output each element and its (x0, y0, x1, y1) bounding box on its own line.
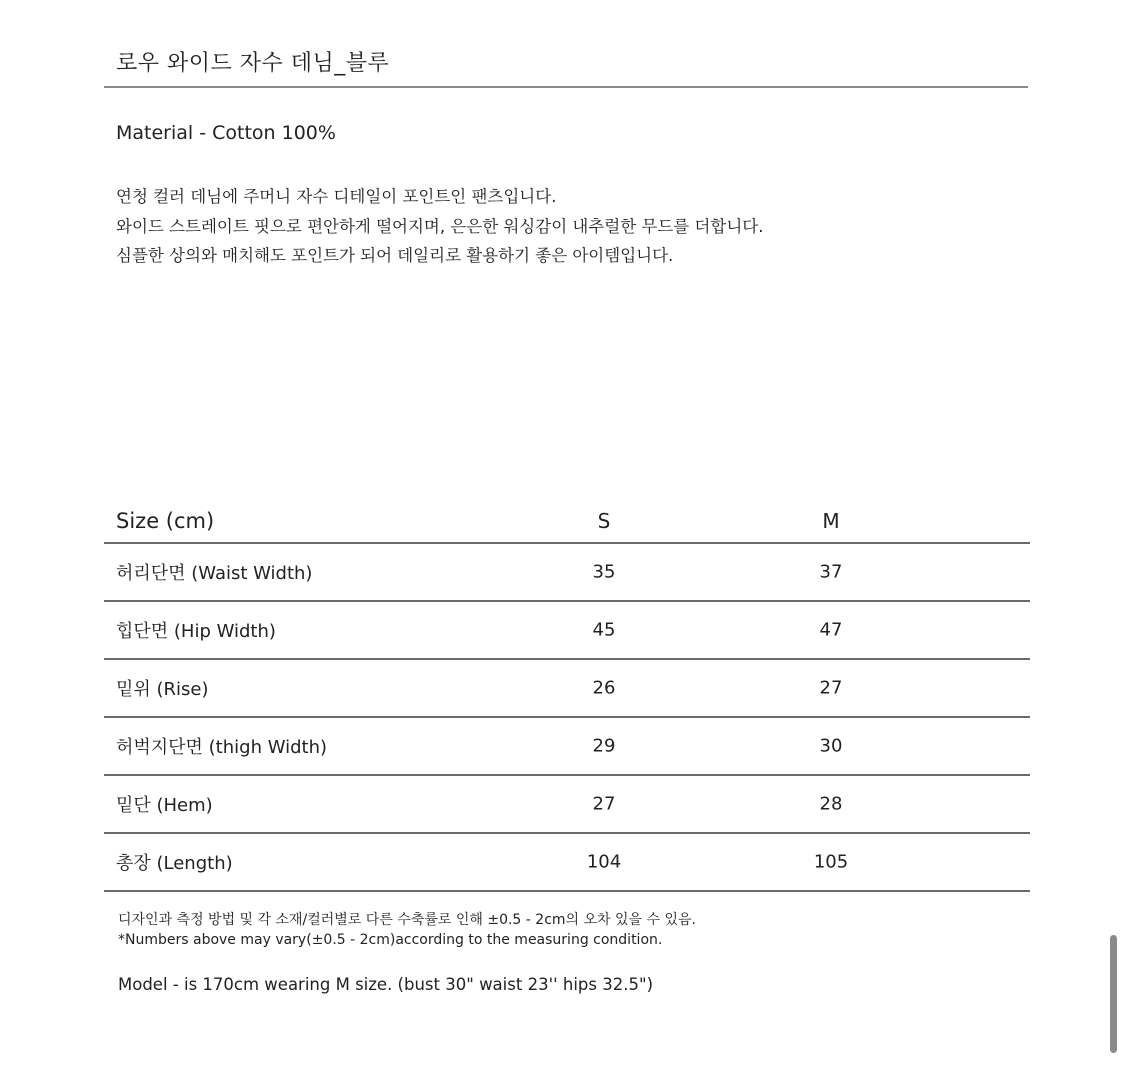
row-label: 힙단면 (Hip Width) (116, 621, 276, 642)
row-label: 밑위 (Rise) (116, 679, 209, 700)
table-row (104, 660, 1030, 718)
table-row (104, 602, 1030, 660)
row-value-m: 27 (819, 677, 843, 699)
header-size-m: M (822, 509, 840, 533)
table-row (104, 718, 1030, 776)
product-description (116, 182, 763, 271)
row-value-s: 29 (592, 735, 616, 757)
row-label: 총장 (Length) (116, 853, 233, 874)
header-size-s: S (597, 509, 611, 533)
description-line: 심플한 상의와 매치해도 포인트가 되어 데일리로 활용하기 좋은 아이템입니다. (116, 246, 674, 265)
header-size-label: Size (cm) (116, 509, 215, 533)
row-value-s: 26 (592, 677, 616, 699)
note-english: *Numbers above may vary(±0.5 - 2cm)according to the measuring condition. (118, 932, 663, 948)
row-label: 허리단면 (Waist Width) (116, 563, 313, 584)
row-value-m: 105 (813, 851, 849, 873)
material-info: Material - Cotton 100% (116, 122, 336, 144)
row-value-m: 47 (819, 619, 843, 641)
row-value-m: 37 (819, 561, 843, 583)
description-line: 연청 컬러 데님에 주머니 자수 디테일이 포인트인 팬츠입니다. (116, 187, 557, 206)
row-label: 밑단 (Hem) (116, 795, 213, 816)
title-divider (104, 86, 1028, 88)
size-table (104, 500, 1030, 892)
row-value-m: 28 (819, 793, 843, 815)
table-row (104, 776, 1030, 834)
row-value-s: 45 (592, 619, 616, 641)
measurement-notes (118, 910, 696, 950)
size-table-header (104, 500, 1030, 544)
row-value-m: 30 (819, 735, 843, 757)
product-title: 로우 와이드 자수 데님_블루 (116, 51, 390, 76)
row-value-s: 27 (592, 793, 616, 815)
table-row (104, 834, 1030, 892)
table-row (104, 544, 1030, 602)
scrollbar-thumb[interactable] (1110, 935, 1117, 1053)
row-value-s: 104 (586, 851, 622, 873)
note-korean: 디자인과 측정 방법 및 각 소재/컬러별로 다른 수축률로 인해 ±0.5 - 2cm의 오차 있을 수 있음. (118, 912, 696, 928)
description-line: 와이드 스트레이트 핏으로 편안하게 떨어지며, 은은한 워싱감이 내추럴한 무드를 더합니다. (116, 216, 764, 236)
row-label: 허벅지단면 (thigh Width) (116, 737, 328, 758)
model-info: Model - is 170cm wearing M size. (bust 30" waist 23'' hips 32.5") (118, 975, 654, 994)
row-value-s: 35 (592, 561, 616, 583)
